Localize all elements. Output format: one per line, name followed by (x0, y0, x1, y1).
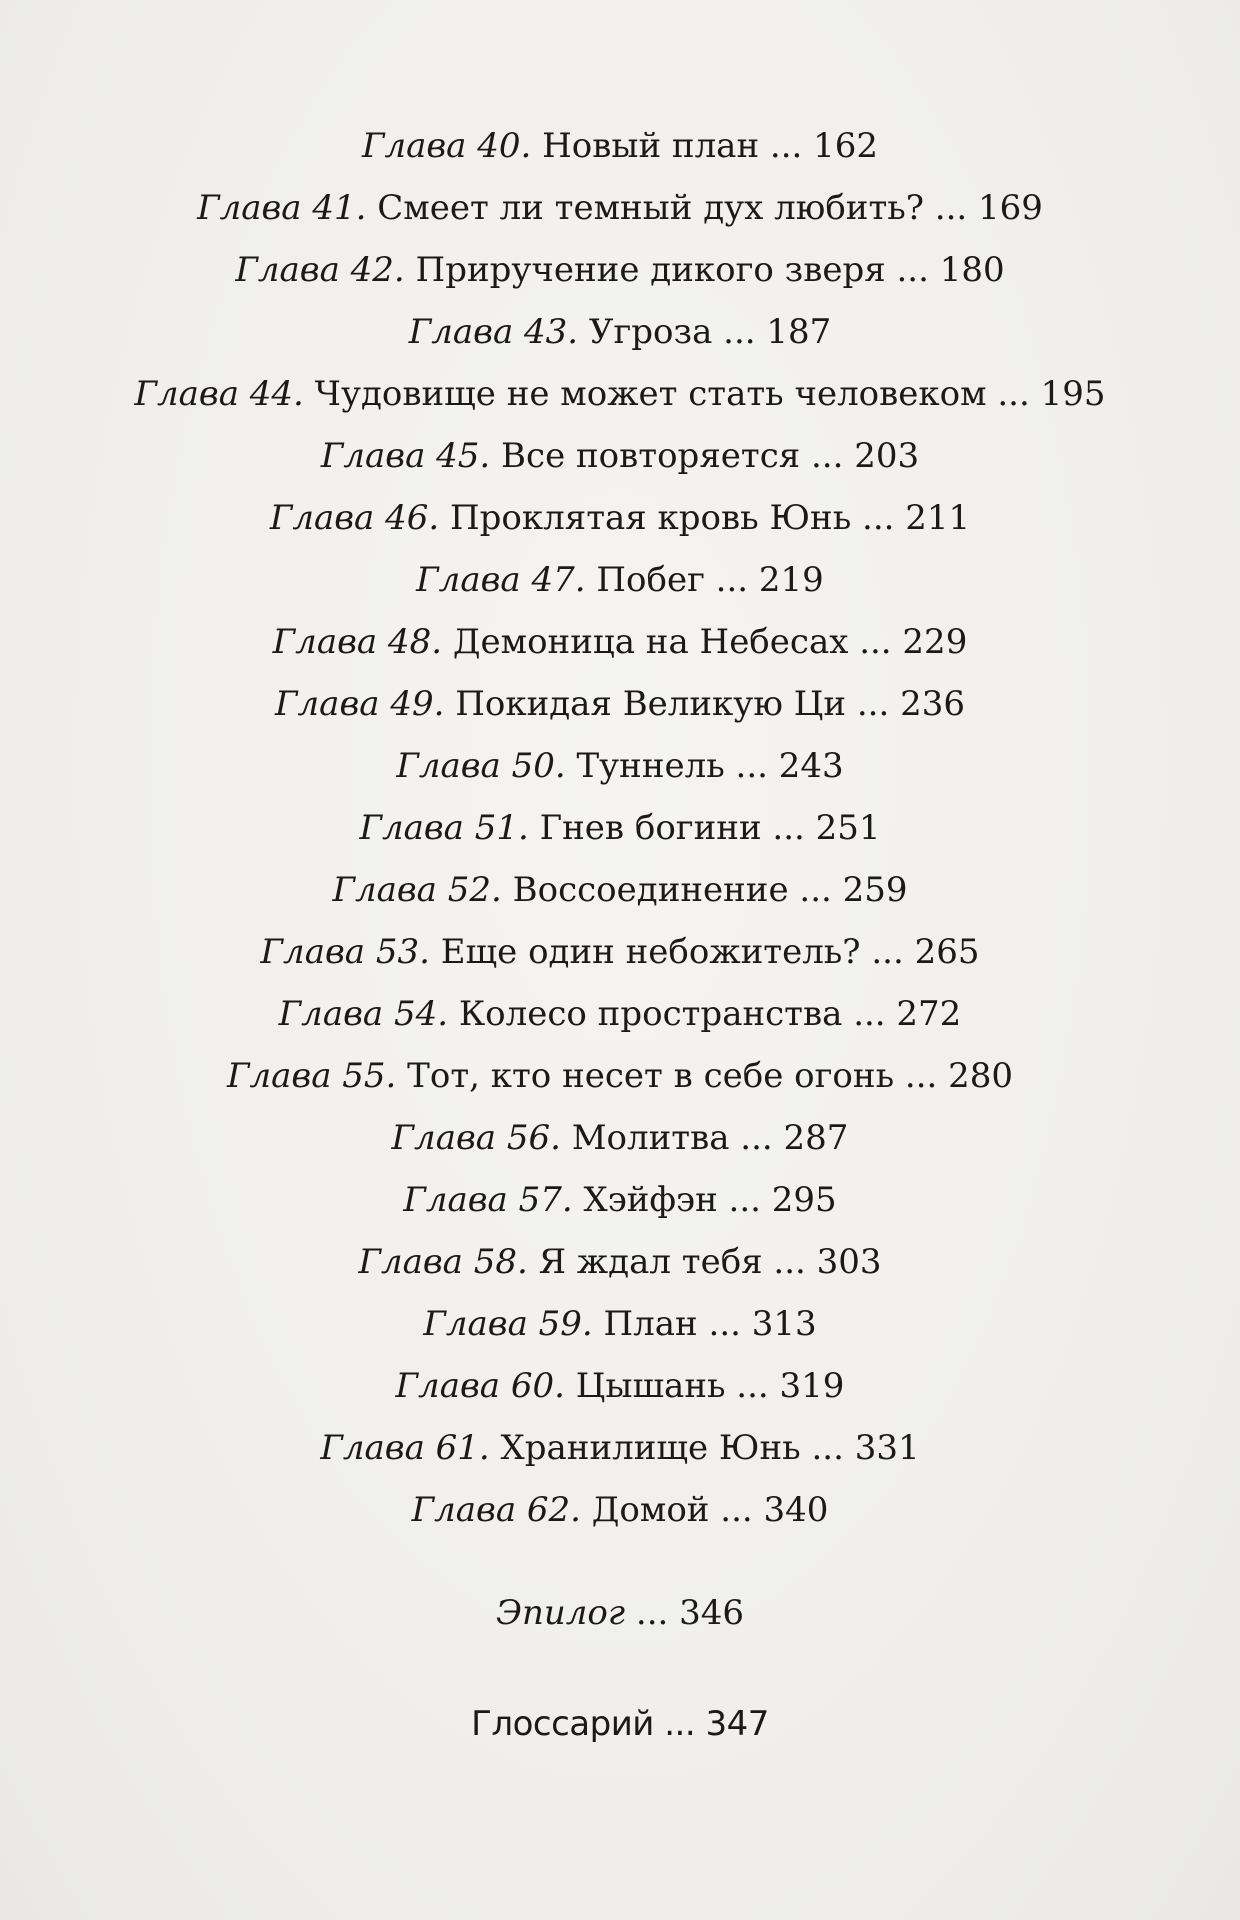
chapter-title: Домой ... 340 (580, 1490, 829, 1530)
toc-entry-40 (0, 115, 1240, 177)
chapter-number: Глава 50. (396, 746, 566, 786)
chapter-title: Все повторяется ... 203 (490, 436, 920, 476)
chapter-title: Покидая Великую Ци ... 236 (444, 684, 965, 724)
chapter-title: Цышань ... 319 (564, 1366, 845, 1406)
toc-entry-43 (0, 301, 1240, 363)
chapter-title: Приручение дикого зверя ... 180 (404, 250, 1005, 290)
chapter-title: Хэйфэн ... 295 (572, 1180, 837, 1220)
toc-entry-50 (0, 735, 1240, 797)
epilogue-title: Эпилог (495, 1593, 626, 1633)
toc-entry-51 (0, 797, 1240, 859)
chapter-number: Глава 44. (134, 374, 304, 414)
chapter-number: Глава 59. (423, 1304, 593, 1344)
chapter-number: Глава 40. (361, 126, 532, 166)
toc-entry-46 (0, 487, 1240, 549)
chapter-list (0, 115, 1240, 1541)
toc-entry-62 (0, 1479, 1240, 1541)
chapter-number: Глава 60. (395, 1366, 565, 1406)
chapter-title: Хранилище Юнь ... 331 (489, 1428, 920, 1468)
toc-entry-41 (0, 177, 1240, 239)
chapter-title: Побег ... 219 (585, 560, 824, 600)
toc-entry-60 (0, 1355, 1240, 1417)
chapter-number: Глава 42. (235, 250, 405, 290)
toc-entry-59 (0, 1293, 1240, 1355)
toc-entry-56 (0, 1107, 1240, 1169)
chapter-title: Я ждал тебя ... 303 (527, 1242, 882, 1282)
chapter-number: Глава 43. (408, 312, 579, 352)
chapter-number: Глава 58. (358, 1242, 528, 1282)
chapter-number: Глава 53. (260, 932, 430, 972)
toc-entry-49 (0, 673, 1240, 735)
chapter-title: Молитва ... 287 (560, 1118, 849, 1158)
chapter-number: Глава 56. (391, 1118, 561, 1158)
toc-entry-57 (0, 1169, 1240, 1231)
chapter-title: Туннель ... 243 (565, 746, 844, 786)
chapter-title: Демоница на Небесах ... 229 (442, 622, 968, 662)
epilogue-page: ... 346 (625, 1593, 745, 1633)
toc-entry-52 (0, 859, 1240, 921)
toc-entry-54 (0, 983, 1240, 1045)
chapter-title: Угроза ... 187 (578, 312, 832, 352)
chapter-title: Гнев богини ... 251 (528, 808, 881, 848)
toc-entry-53 (0, 921, 1240, 983)
chapter-title: Проклятая кровь Юнь ... 211 (439, 498, 971, 538)
chapter-title: Воссоединение ... 259 (501, 870, 908, 910)
toc-entry-45 (0, 425, 1240, 487)
toc-entry-61 (0, 1417, 1240, 1479)
toc-entry-58 (0, 1231, 1240, 1293)
chapter-number: Глава 62. (411, 1490, 581, 1530)
chapter-number: Глава 46. (269, 498, 440, 538)
chapter-number: Глава 49. (275, 684, 445, 724)
toc-entry-48 (0, 611, 1240, 673)
chapter-title: Тот, кто несет в себе огонь ... 280 (396, 1056, 1014, 1096)
chapter-title: Еще один небожитель? ... 265 (429, 932, 980, 972)
chapter-number: Глава 61. (320, 1428, 490, 1468)
chapter-number: Глава 47. (416, 560, 586, 600)
chapter-title: Новый план ... 162 (531, 126, 879, 166)
toc-entry-47 (0, 549, 1240, 611)
toc-entry-42 (0, 239, 1240, 301)
chapter-number: Глава 41. (197, 188, 367, 228)
chapter-number: Глава 48. (272, 622, 443, 662)
chapter-number: Глава 52. (332, 870, 502, 910)
toc-entry-epilogue (0, 1582, 1240, 1644)
chapter-number: Глава 51. (359, 808, 529, 848)
toc-entry-glossary: Глоссарий ... 347 (471, 1704, 769, 1744)
chapter-title: Колесо пространства ... 272 (448, 994, 962, 1034)
chapter-title: План ... 313 (592, 1304, 817, 1344)
toc-entry-44 (0, 363, 1240, 425)
toc-entry-55 (0, 1045, 1240, 1107)
chapter-number: Глава 55. (226, 1056, 397, 1096)
chapter-title: Смеет ли темный дух любить? ... 169 (366, 188, 1043, 228)
chapter-number: Глава 45. (320, 436, 491, 476)
chapter-number: Глава 57. (403, 1180, 573, 1220)
chapter-number: Глава 54. (278, 994, 449, 1034)
chapter-title: Чудовище не может стать человеком ... 195 (303, 374, 1106, 414)
